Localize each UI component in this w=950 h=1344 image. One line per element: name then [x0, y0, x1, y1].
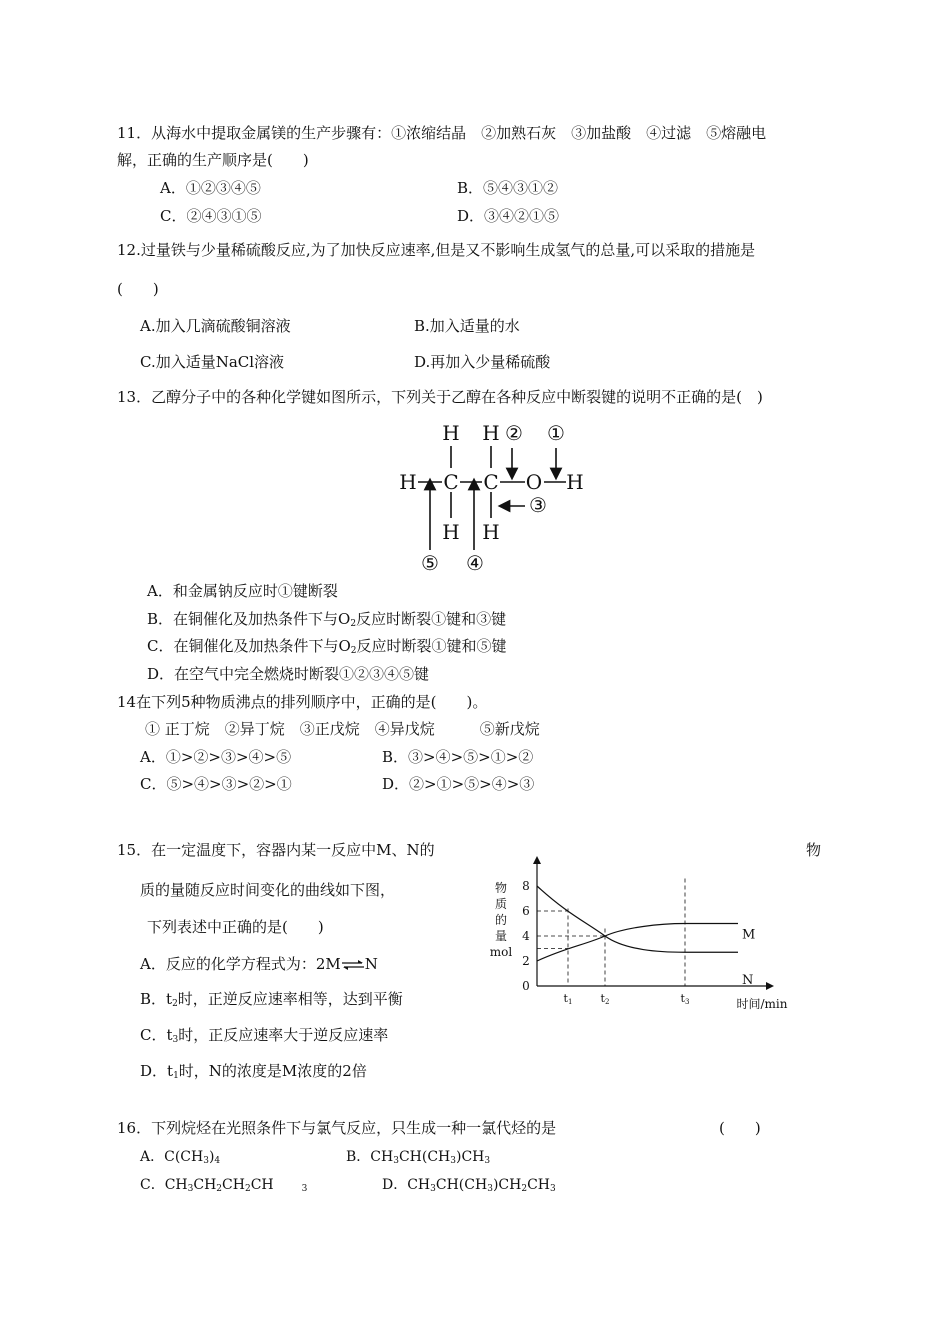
- q12-option-d: D.再加入少量稀硫酸: [414, 353, 551, 371]
- marker-2: ②: [505, 421, 523, 445]
- q11-option-a: A．①②③④⑤: [160, 179, 261, 197]
- q15-chart: [480, 850, 810, 1020]
- q16-option-a: A．$C(CH_3)_4$: [140, 1149, 221, 1166]
- q14-option-d: D．②>①>⑤>④>③: [382, 775, 535, 793]
- q14-stem: 14在下列5种物质沸点的排列顺序中，正确的是( )。: [117, 693, 488, 711]
- ylabel-char-2: 质: [494, 897, 508, 911]
- series-label-n: N: [742, 973, 754, 988]
- q11-stem-line1: 11．从海水中提取金属镁的生产步骤有：①浓缩结晶 ②加熟石灰 ③加盐酸 ④过滤 ⑤熔融电: [117, 124, 767, 142]
- q12-option-b: B.加入适量的水: [414, 317, 520, 335]
- atom-h-left: H: [399, 470, 417, 494]
- q11-stem-line2: 解，正确的生产顺序是( ): [117, 151, 309, 169]
- q15-option-d: D．$t_1$时，N的浓度是M浓度的2倍: [140, 1062, 367, 1081]
- ylabel-char-3: 的: [494, 913, 508, 927]
- q16-answer-paren: ( ): [719, 1119, 761, 1137]
- atom-h-bottom-1: H: [442, 520, 460, 544]
- atom-h-top-1: H: [442, 421, 460, 445]
- q13-option-b: B．在铜催化及加热条件下与$O_2$反应时断裂①键和③键: [147, 610, 507, 629]
- q12-answer-paren: ( ): [117, 280, 159, 298]
- q13-option-d: D．在空气中完全燃烧时断裂①②③④⑤键: [147, 665, 430, 683]
- y-tick-label-4: 4: [522, 929, 530, 943]
- q16-option-d: D．$CH_3CH(CH_3)CH_2CH_3$: [382, 1177, 556, 1194]
- y-axis-label: [490, 880, 513, 959]
- x-tick-label-2: t2: [600, 992, 610, 1006]
- ylabel-unit: mol: [489, 945, 513, 959]
- x-tick-label-1: t1: [563, 992, 573, 1006]
- y-tick-label-8: 8: [522, 879, 530, 893]
- atom-o: O: [525, 470, 543, 494]
- series-M-line: [537, 924, 738, 962]
- series-label-m: M: [742, 927, 756, 943]
- q15-stem-line3: 下列表述中正确的是( ): [147, 918, 324, 936]
- y-tick-label-6: 6: [522, 904, 530, 918]
- atom-c-2: C: [483, 470, 499, 494]
- atom-h-right: H: [566, 470, 584, 494]
- ylabel-char-1: 物: [494, 881, 508, 895]
- q12-option-a: A.加入几滴硫酸铜溶液: [140, 317, 291, 335]
- q15-option-c: C．$t_3$时，正反应速率大于逆反应速率: [140, 1026, 389, 1045]
- q13-option-a: A．和金属钠反应时①键断裂: [147, 582, 338, 600]
- q16-option-b: B．$CH_3CH(CH_3)CH_3$: [346, 1149, 491, 1166]
- q11-option-b: B．⑤④③①②: [457, 179, 559, 197]
- q14-option-b: B．③>④>⑤>①>②: [382, 748, 534, 766]
- x-tick-label-3: t3: [680, 992, 690, 1006]
- atom-c-1: C: [443, 470, 459, 494]
- q15-stem-line2: 质的量随反应时间变化的曲线如下图，: [140, 881, 396, 899]
- q14-option-a: A．①>②>③>④>⑤: [140, 748, 292, 766]
- atom-h-top-2: H: [482, 421, 500, 445]
- q15-option-a: A．反应的化学方程式为：2M N: [140, 955, 378, 973]
- q11-option-d: D．③④②①⑤: [457, 207, 560, 225]
- y-tick-label-0: 0: [522, 979, 530, 993]
- q14-items: ① 正丁烷 ②异丁烷 ③正戊烷 ④异戊烷 ⑤新戊烷: [145, 720, 540, 738]
- q13-stem: 13．乙醇分子中的各种化学键如图所示，下列关于乙醇在各种反应中断裂键的说明不正确的是( ): [117, 388, 763, 406]
- equilibrium-arrow: [341, 959, 365, 971]
- ylabel-char-4: 量: [494, 929, 508, 943]
- x-axis-label: 时间/min: [736, 997, 788, 1011]
- atom-h-bottom-2: H: [482, 520, 500, 544]
- y-tick-label-2: 2: [522, 954, 530, 968]
- q16-stem: 16．下列烷烃在光照条件下与氯气反应，只生成一种一氯代烃的是: [117, 1119, 557, 1137]
- q16-option-c: C．$CH_3CH_2CH_2CH$ $_3$: [140, 1177, 308, 1194]
- q11-option-c: C．②④③①⑤: [160, 207, 262, 225]
- q15-option-b: B．$t_2$时，正逆反应速率相等，达到平衡: [140, 990, 403, 1009]
- marker-1: ①: [547, 421, 565, 445]
- marker-5: ⑤: [421, 551, 439, 575]
- q14-option-c: C．⑤>④>③>②>①: [140, 775, 292, 793]
- q13-option-c: C．在铜催化及加热条件下与$O_2$反应时断裂①键和⑤键: [147, 637, 507, 656]
- q12-option-c: C.加入适量NaCl溶液: [140, 353, 285, 371]
- marker-3: ③: [529, 493, 547, 517]
- q15-stem-line1: 15．在一定温度下，容器内某一反应中M、N的: [117, 841, 435, 859]
- series-N-line: [537, 886, 738, 952]
- ethanol-bond-diagram: [380, 412, 610, 582]
- marker-4: ④: [466, 551, 484, 575]
- q15-stem-wu: 物: [806, 841, 822, 859]
- q12-stem: 12.过量铁与少量稀硫酸反应,为了加快反应速率,但是又不影响生成氢气的总量,可以采取的措施是: [117, 241, 756, 259]
